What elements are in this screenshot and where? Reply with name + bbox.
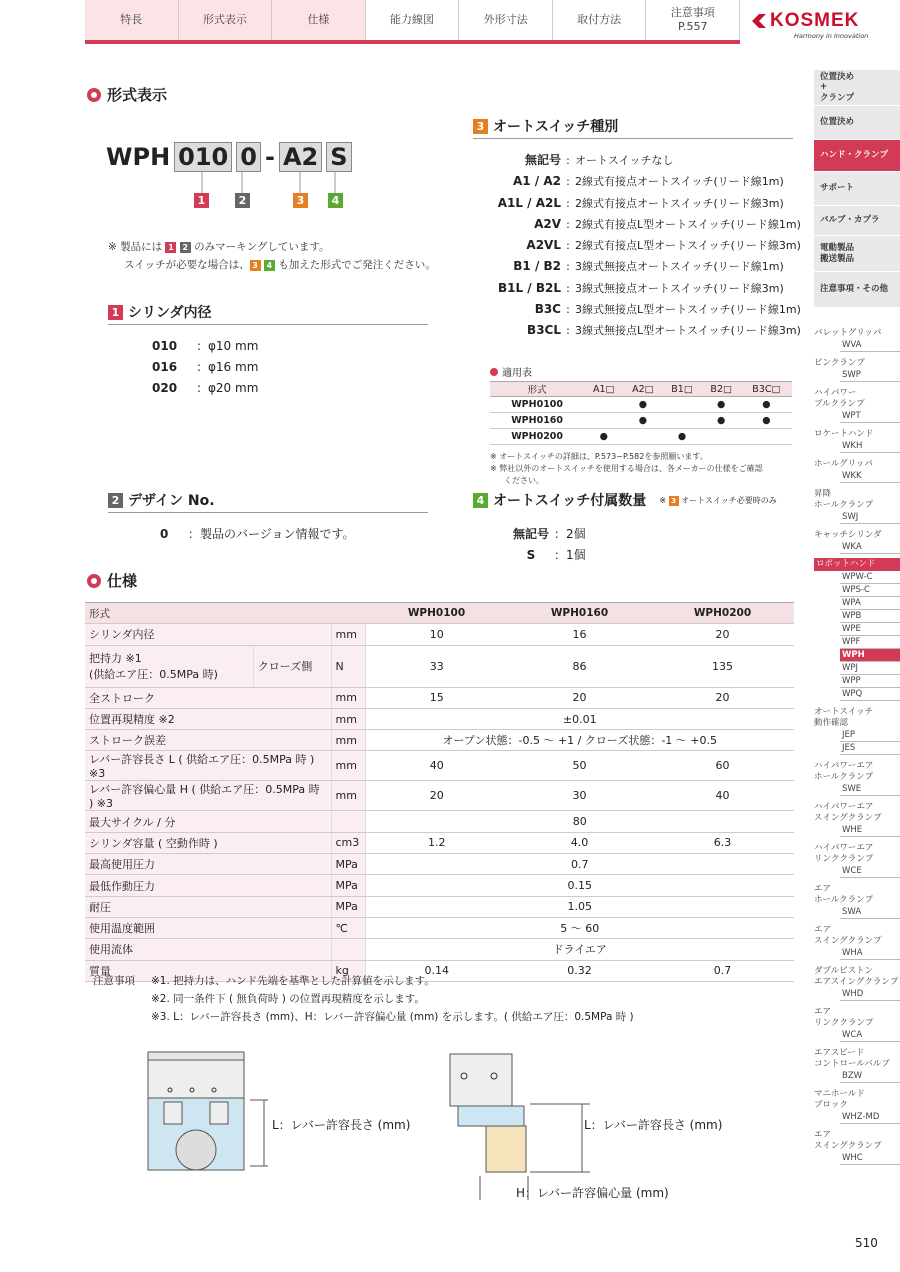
model-part-4: S [326,142,351,172]
sidebar-code[interactable]: WPF [840,636,900,649]
sidebar-group[interactable]: ハイパワーエア ホールクランプ [814,761,874,782]
sidebar-category[interactable]: バルブ・カプラ [814,206,900,236]
tab-3[interactable]: 能力線図 [366,0,460,40]
sidebar-code[interactable]: WKK [840,470,900,483]
model-part-3: A2 [279,142,322,172]
switch-item: A1 / A2 : 2線式有接点オートスイッチ(リード線1m) [512,174,784,189]
sidebar-group[interactable]: ハイパワー ブルクランプ [814,388,865,409]
switch-item: A1L / A2L : 2線式有接点オートスイッチ(リード線3m) [497,195,784,210]
applicable-row: WPH0200 ● ● [490,429,792,445]
sidebar-group[interactable]: ハイパワーエア リンククランプ [814,843,874,864]
footnote: ※2. 同一条件下 ( 無負荷時 ) の位置再現精度を示します。 [151,993,425,1005]
sidebar-code[interactable]: WPH [840,649,900,662]
sidebar-code[interactable]: WPT [840,410,900,423]
spec-row: 全ストローク mm 15 20 20 [85,687,794,708]
sidebar-code[interactable]: WPA [840,597,900,610]
sidebar-code[interactable]: SWA [840,906,900,919]
kosmek-logo [748,8,893,42]
footnote: ※3. L：レバー許容長さ (mm)、H：レバー許容偏心量 (mm) を示します。( 供給エア圧：0.5MPa 時 ) [151,1011,634,1023]
sidebar-group[interactable]: キャッチシリンダ [814,530,882,540]
sidebar-code[interactable]: WPJ [840,662,900,675]
index-4: 4 [328,193,343,208]
switch-item: A2VL : 2線式有接点L型オートスイッチ(リード線3m) [526,238,801,253]
sidebar-code[interactable]: WHA [840,947,900,960]
switch-item: B1L / B2L : 3線式無接点オートスイッチ(リード線3m) [497,280,784,295]
sidebar-group[interactable]: マニホールド ブロック [814,1089,865,1110]
switch-notes: ※ オートスイッチの詳細は、P.573~P.582を参照願います。 ※ 弊社以外のオートスイッチを使用する場合は、各メーカーの仕様をご確認 ください。 [490,452,763,485]
sidebar-code[interactable]: SWJ [840,511,900,524]
sidebar-code[interactable]: JEP [840,729,900,742]
spec-row: 最低作動圧力 MPa 0.15 [85,875,794,896]
sidebar-category[interactable]: ハンド・クランプ [814,140,900,172]
bore-heading: 1 シリンダ内径 [108,302,428,325]
section-bullet-icon [87,88,101,102]
sidebar-group[interactable]: ハイパワーエア スイングクランプ [814,802,882,823]
sidebar-code[interactable]: WKA [840,541,900,554]
model-section-title: 形式表示 [87,84,167,105]
sidebar-code[interactable]: WPS-C [840,584,900,597]
switch-item: 無記号 : オートスイッチなし [524,153,674,167]
sidebar-group[interactable]: 昇降 ホールクランプ [814,489,874,510]
sidebar-code[interactable]: WVA [840,339,900,352]
sidebar-group[interactable]: ホールグリッパ [814,459,873,469]
footnote: ※1. 把持力は、ハンド先端を基準とした計算値を示します。 [151,975,435,987]
sidebar-group[interactable]: ロボットハンド [814,558,900,571]
sidebar-group[interactable]: ピンクランプ [814,358,865,368]
applicable-header: B2□ [702,382,741,397]
spec-row: 最高使用圧力 MPa 0.7 [85,854,794,875]
sidebar-category[interactable]: 電動製品 搬送製品 [814,236,900,272]
tab-0[interactable]: 特長 [85,0,179,40]
spec-row: ストローク誤差 mm オープン状態：-0.5 ～ +1 / クローズ状態：-1 ～ +0.5 [85,730,794,751]
sidebar-code[interactable]: WHD [840,988,900,1001]
accessory-list [508,524,586,566]
sidebar-category[interactable]: 注意事項・その他 [814,272,900,308]
logo-tagline: Harmony in Innovation [794,32,869,40]
marking-note: ※ 製品には 1 2 のみマーキングしています。 スイッチが必要な場合は、 3 4 も加えた形式でご発注ください。 [108,241,436,271]
sidebar-code[interactable]: WPP [840,675,900,688]
spec-table [85,602,794,982]
bore-item: 016 : φ16 mm [152,360,259,374]
spec-row: シリンダ容量 ( 空動作時 ) cm3 1.2 4.0 6.3 [85,832,794,853]
sidebar [814,70,900,1165]
sidebar-category[interactable]: サポート [814,172,900,206]
applicable-row: WPH0100 ● ● ● [490,397,792,413]
index-1: 1 [194,193,209,208]
logo-brand: KOSMEK [770,10,860,31]
switch-item: B3C : 3線式無接点L型オートスイッチ(リード線1m) [534,302,801,317]
sidebar-group[interactable]: パレットグリッパ [814,328,882,338]
applicable-row: WPH0160 ● ● ● [490,413,792,429]
sidebar-group[interactable]: エア スイングクランプ [814,925,882,946]
applicable-header: B1□ [662,382,701,397]
spec-row: シリンダ内径 mm 10 16 20 [85,624,794,645]
spec-row: 耐圧 MPa 1.05 [85,896,794,917]
label-l-right: L：レバー許容長さ (mm) [584,1118,723,1132]
tab-4[interactable]: 外形寸法 [459,0,553,40]
sidebar-code[interactable]: JES [840,742,900,755]
tab-5[interactable]: 取付方法 [553,0,647,40]
spec-row: 把持力 ※1 (供給エア圧：0.5MPa 時) クローズ側 N 33 86 135 [85,645,794,687]
bore-list [152,336,258,399]
accessory-heading: 4 オートスイッチ付属数量 ※ 3 オートスイッチ必要時のみ [473,490,793,512]
bore-item: 010 : φ10 mm [152,339,259,353]
spec-header-row: 形式 WPH0100 WPH0160 WPH0200 [85,603,794,624]
switch-item: B3CL : 3線式無接点L型オートスイッチ(リード線3m) [527,323,801,338]
design-item: 0 ：製品のバージョン情報です。 [160,527,355,541]
switch-heading: 3 オートスイッチ種別 [473,116,793,139]
sidebar-group[interactable]: エア スイングクランプ [814,1130,882,1151]
sidebar-group[interactable]: オートスイッチ 動作確認 [814,707,874,728]
sidebar-group[interactable]: ロケートハンド [814,429,874,439]
label-l-left: L：レバー許容長さ (mm) [272,1118,411,1132]
top-tabs [85,0,740,44]
label-h: H：レバー許容偏心量 (mm) [516,1186,669,1200]
sidebar-code[interactable]: WKH [840,440,900,453]
sidebar-code[interactable]: SWE [840,783,900,796]
spec-row: 位置再現精度 ※2 mm ±0.01 [85,708,794,729]
model-prefix: WPH [106,143,171,171]
sidebar-code[interactable]: WHZ-MD [840,1111,900,1124]
applicable-bullet-icon [490,368,498,376]
sidebar-category[interactable]: 位置決め [814,106,900,140]
applicable-header: A2□ [623,382,662,397]
spec-section-title: 仕様 [87,570,137,591]
design-heading: 2 デザイン No. [108,490,428,513]
sidebar-group[interactable]: エア リンククランプ [814,1007,874,1028]
applicable-header: B3C□ [741,382,792,397]
switch-item: A2V : 2線式有接点L型オートスイッチ(リード線1m) [534,216,801,231]
switch-list [488,150,801,342]
sidebar-group[interactable]: ダブルピストン エアスイングクランプ [814,966,899,987]
applicable-header: 形式 [490,382,584,397]
spec-footnotes: 注意事項 ※1. 把持力は、ハンド先端を基準とした計算値を示します。 ※2. 同一条件下 ( 無負荷時 ) の位置再現精度を示します。 ※3. L：レバー許容長さ (mm)、H：レバー許容偏心量 (mm) を示します。( 供給エア圧：0.5MPa 時 ) [93,972,634,1026]
spec-row: レバー許容長さ L ( 供給エア圧：0.5MPa 時 ) ※3 mm 40 50 60 [85,751,794,781]
switch-item: B1 / B2 : 3線式無接点オートスイッチ(リード線1m) [513,259,784,274]
model-code [106,142,352,172]
sidebar-code[interactable]: WCA [840,1029,900,1042]
applicable-table: 適用表 形式 A1□ A2□ B1□ B2□ B3C□ WPH0100 ● ● ● WPH0160 ● ● ● WPH0200 ● ● ※ オートスイッチの詳細は、P.573~P.582を参照願います。 ※ 弊社以外のオートスイッチを使用する場合は、各メーカーの仕様をご確認 ください。 [490,364,792,487]
tab-1[interactable]: 形式表示 [179,0,273,40]
sidebar-code[interactable]: BZW [840,1070,900,1083]
index-2: 2 [235,193,250,208]
sidebar-code[interactable]: WPQ [840,688,900,701]
sidebar-group[interactable]: エアスピード コントロールバルブ [814,1048,890,1069]
model-part-1: 010 [174,142,232,172]
bore-item: 020 : φ20 mm [152,381,259,395]
index-3: 3 [293,193,308,208]
spec-row: レバー許容偏心量 H ( 供給エア圧：0.5MPa 時 ) ※3 mm 20 30 40 [85,781,794,811]
model-dash: - [264,143,275,171]
page-number: 510 [855,1236,878,1250]
sidebar-group[interactable]: エア ホールクランプ [814,884,874,905]
sidebar-code[interactable]: WHE [840,824,900,837]
hand-front-diagram [140,1050,280,1180]
model-part-2: 0 [236,142,261,172]
section-bullet-icon [87,574,101,588]
sidebar-code[interactable]: WHC [840,1152,900,1165]
sidebar-code[interactable]: SWP [840,369,900,382]
sidebar-category[interactable]: 位置決め + クランプ [814,70,900,106]
tab-6[interactable]: 注意事項 P.557 [646,0,740,40]
sidebar-code[interactable]: WCE [840,865,900,878]
spec-row: 質量 kg 0.14 0.32 0.7 [85,960,794,981]
sidebar-code[interactable]: WPB [840,610,900,623]
tab-2[interactable]: 仕様 [272,0,366,40]
spec-row: 使用温度範囲 ℃ 5 ～ 60 [85,917,794,938]
accessory-item: 無記号 ：2個 [512,527,586,541]
kosmek-mark-icon [750,12,768,30]
applicable-header: A1□ [584,382,623,397]
spec-row: 最大サイクル / 分 80 [85,811,794,832]
sidebar-code[interactable]: WPE [840,623,900,636]
sidebar-code[interactable]: WPW-C [840,571,900,584]
accessory-item: S ：1個 [526,548,586,562]
spec-row: 使用流体 ドライエア [85,939,794,960]
